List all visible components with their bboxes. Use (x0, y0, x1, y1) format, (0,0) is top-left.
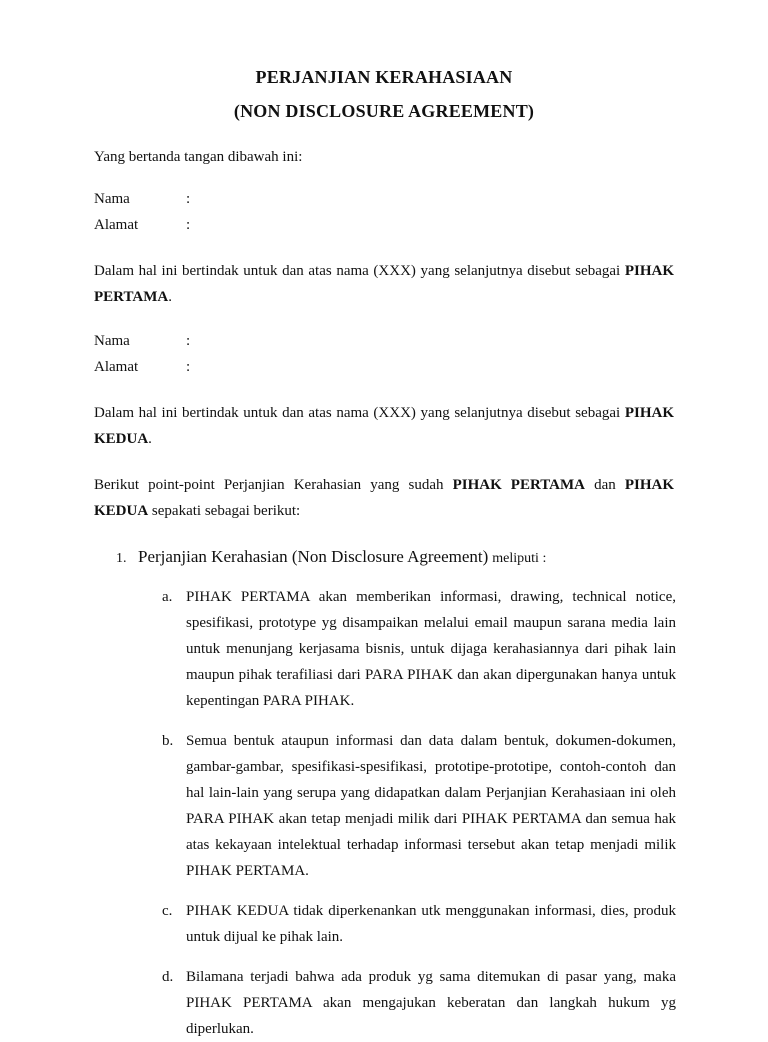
party2-name-colon: : (186, 333, 191, 349)
party1-name-row (94, 186, 674, 212)
party2-fields (94, 328, 674, 380)
points-intro-part1: Berikut point-point Perjanjian Kerahasian yang sudah (94, 477, 453, 493)
list-item-c (162, 898, 676, 950)
list-item-d-letter: d. (162, 969, 174, 985)
points-intro-bold1: PIHAK PERTAMA (452, 477, 585, 493)
party1-fields (94, 186, 674, 238)
party1-statement (94, 258, 674, 310)
party1-address-label: Alamat (94, 217, 139, 233)
points-list (94, 544, 674, 1042)
list-item-d (162, 964, 676, 1042)
list-item-b-letter: b. (162, 733, 174, 749)
points-intro-part2: dan (585, 477, 625, 493)
party1-name-colon: : (186, 191, 191, 207)
list-item-d-text: Bilamana terjadi bahwa ada produk yg sama ditemukan di pasar yang, maka PIHAK PERTAMA akan mengajukan keberatan dan langkah hukum yg diperlukan. (186, 969, 676, 1037)
party2-statement-end: . (148, 431, 152, 447)
list-item-a-letter: a. (162, 589, 173, 605)
point-1-suffix: meliputi : (492, 551, 547, 566)
party2-address-colon: : (186, 359, 191, 375)
party2-name-label: Nama (94, 333, 130, 349)
document-subtitle: (NON DISCLOSURE AGREEMENT) (233, 101, 535, 121)
list-item-b (162, 728, 676, 884)
list-item-a (162, 584, 676, 714)
list-item-a-text: PIHAK PERTAMA akan memberikan informasi, drawing, technical notice, spesifikasi, prototype yg disampaikan melalui email maupun sarana media lain untuk menunjang kerjasama bisnis, untuk dijaga kerahasiannya dari pihak lain maupun pihak terafiliasi dari PARA PIHAK dan akan dipergunakan hanya untuk kepentingan PARA PIHAK. (186, 589, 676, 709)
points-intro (94, 472, 674, 524)
party2-name-row (94, 328, 674, 354)
point-1-items (116, 584, 676, 1042)
document-title: PERJANJIAN KERAHASIAAN (255, 67, 513, 87)
party2-party-name: PIHAK KEDUA (94, 405, 674, 447)
intro-text: Yang bertanda tangan dibawah ini: (94, 149, 303, 165)
party2-address-label: Alamat (94, 359, 139, 375)
party2-statement-text: Dalam hal ini bertindak untuk dan atas nama (XXX) yang selanjutnya disebut sebagai (94, 405, 625, 421)
party1-party-name: PIHAK PERTAMA (94, 263, 674, 305)
party1-address-row (94, 212, 674, 238)
point-1-heading (116, 544, 674, 572)
party2-address-row (94, 354, 674, 380)
points-intro-bold2: PIHAK KEDUA (94, 477, 674, 519)
party1-statement-end: . (168, 289, 172, 305)
list-item-c-text: PIHAK KEDUA tidak diperkenankan utk menggunakan informasi, dies, produk untuk dijual ke pihak lain. (186, 903, 676, 945)
point-1-title: Perjanjian Kerahasian (Non Disclosure Agreement) (138, 547, 489, 566)
point-1-number: 1. (116, 551, 127, 566)
party1-address-colon: : (186, 217, 191, 233)
party1-statement-text: Dalam hal ini bertindak untuk dan atas nama (XXX) yang selanjutnya disebut sebagai (94, 263, 625, 279)
points-intro-part3: sepakati sebagai berikut: (148, 503, 301, 519)
list-item-c-letter: c. (162, 903, 173, 919)
party2-statement (94, 400, 674, 452)
list-item-b-text: Semua bentuk ataupun informasi dan data dalam bentuk, dokumen-dokumen, gambar-gambar, spesifikasi-spesifikasi, prototipe-prototipe, contoh-contoh dan hal lain-lain yang serupa yang didapatkan dalam Perjanjian Kerahasiaan ini oleh PARA PIHAK akan tetap menjadi milik dari PIHAK PERTAMA dan semua hak atas kekayaan intelektual terhadap informasi tersebut akan tetap menjadi milik PIHAK PERTAMA. (186, 733, 676, 879)
party1-name-label: Nama (94, 191, 130, 207)
